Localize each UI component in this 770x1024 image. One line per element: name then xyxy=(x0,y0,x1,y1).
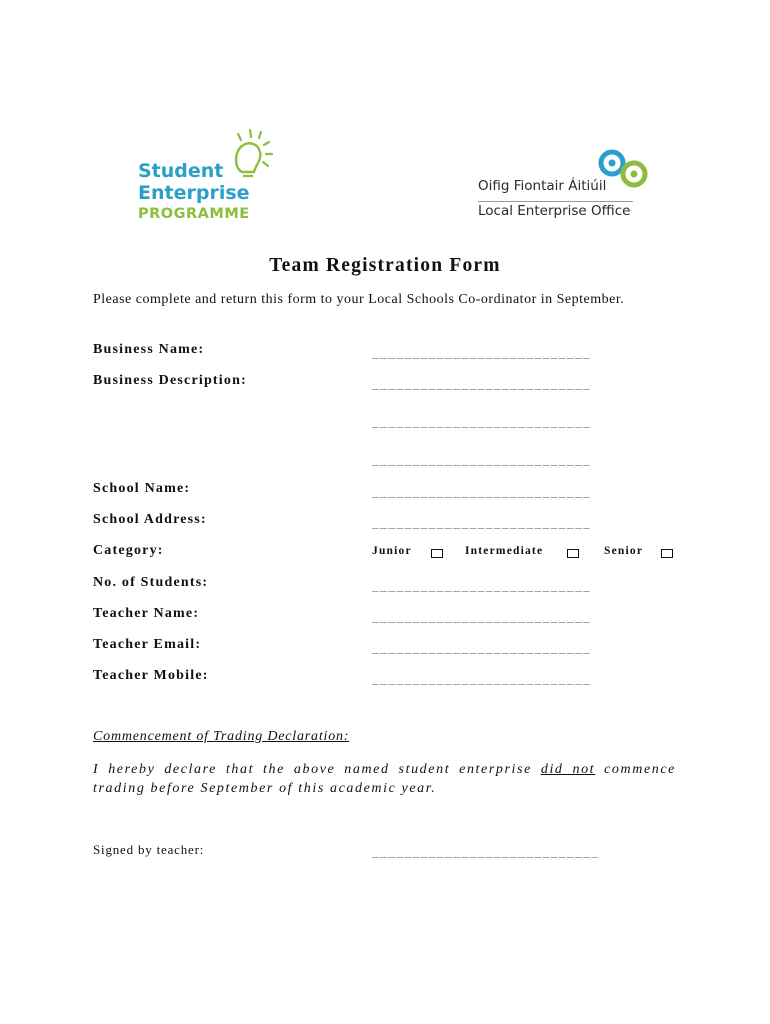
logo-text-enterprise: Enterprise xyxy=(138,182,250,204)
business-description-label: Business Description: xyxy=(93,373,247,388)
declaration-text-after: commence trading before September of this academic year. xyxy=(93,762,676,796)
local-enterprise-office-logo xyxy=(478,148,658,223)
teacher-mobile-label: Teacher Mobile: xyxy=(93,668,209,683)
form-intro: Please complete and return this form to your Local Schools Co-ordinator in September. xyxy=(93,292,625,307)
logo-divider xyxy=(478,201,633,202)
teacher-name-blank[interactable]: ___________________________ xyxy=(372,610,592,623)
declaration-text-before: I hereby declare that the above named student enterprise xyxy=(93,762,541,777)
num-students-label: No. of Students: xyxy=(93,575,209,590)
business-name-blank[interactable]: ___________________________ xyxy=(372,346,592,359)
logo-text-english: Local Enterprise Office xyxy=(478,203,631,219)
signature-blank[interactable]: ____________________________ xyxy=(372,845,600,858)
declaration-emphasis: did not xyxy=(540,762,596,777)
form-title: Team Registration Form xyxy=(269,255,501,276)
teacher-email-blank[interactable]: ___________________________ xyxy=(372,641,592,654)
category-option-junior: Junior xyxy=(372,545,412,557)
business-name-label: Business Name: xyxy=(93,342,205,357)
logo-text-irish: Oifig Fiontair Áitiúil xyxy=(478,178,607,194)
category-label: Category: xyxy=(93,543,164,558)
lightbulb-icon xyxy=(228,128,276,188)
logo-text-programme: PROGRAMME xyxy=(138,206,250,222)
business-description-blank-1[interactable]: ___________________________ xyxy=(372,377,592,390)
school-address-label: School Address: xyxy=(93,512,207,527)
teacher-mobile-blank[interactable]: ___________________________ xyxy=(372,672,592,685)
category-option-intermediate: Intermediate xyxy=(465,545,544,557)
school-name-label: School Name: xyxy=(93,481,191,496)
declaration-text xyxy=(93,760,676,798)
logo-text-student: Student xyxy=(138,160,224,182)
student-enterprise-logo xyxy=(138,128,288,228)
num-students-blank[interactable]: ___________________________ xyxy=(372,579,592,592)
teacher-email-label: Teacher Email: xyxy=(93,637,202,652)
checkbox-intermediate[interactable] xyxy=(567,549,579,558)
declaration-heading: Commencement of Trading Declaration: xyxy=(93,729,350,744)
school-name-blank[interactable]: ___________________________ xyxy=(372,485,592,498)
business-description-blank-2[interactable]: ___________________________ xyxy=(372,415,592,428)
school-address-blank[interactable]: ___________________________ xyxy=(372,516,592,529)
checkbox-junior[interactable] xyxy=(431,549,443,558)
checkbox-senior[interactable] xyxy=(661,549,673,558)
category-option-senior: Senior xyxy=(604,545,644,557)
signed-by-teacher-label: Signed by teacher: xyxy=(93,842,205,857)
business-description-blank-3[interactable]: ___________________________ xyxy=(372,453,592,466)
teacher-name-label: Teacher Name: xyxy=(93,606,200,621)
